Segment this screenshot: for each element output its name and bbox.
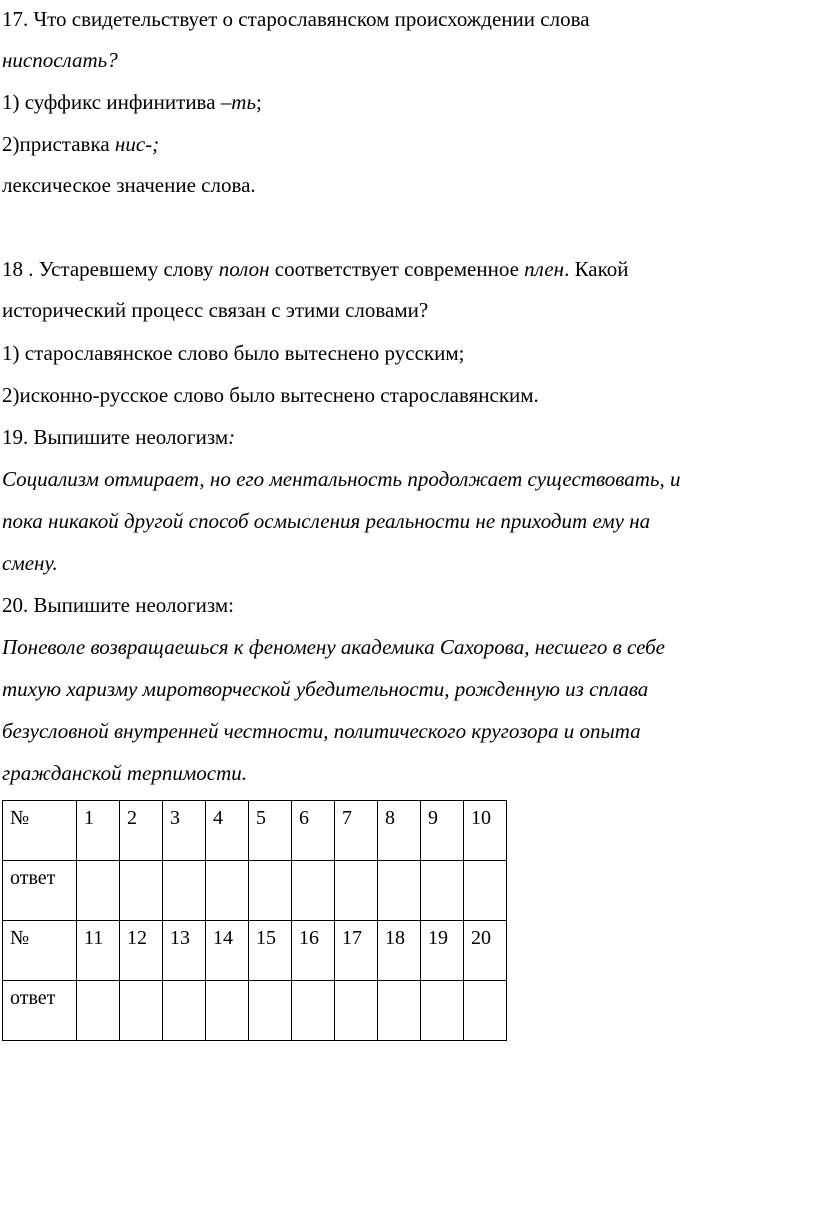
q18-text-a: 18 . Устаревшему слову: [2, 257, 219, 281]
answer-cell[interactable]: [421, 981, 464, 1041]
q17-option-1: [2, 89, 262, 115]
number-cell: 9: [421, 801, 464, 861]
number-cell: 11: [77, 921, 120, 981]
table-row-answers-1: [3, 861, 507, 921]
number-cell: 3: [163, 801, 206, 861]
q18-question-line2: исторический процесс связан с этими словами?: [2, 298, 429, 322]
answer-cell[interactable]: [249, 981, 292, 1041]
answer-cell[interactable]: [163, 981, 206, 1041]
answer-cell[interactable]: [378, 981, 421, 1041]
num-label-cell: №: [3, 801, 77, 861]
number-cell: 5: [249, 801, 292, 861]
q20-title: 20. Выпишите неологизм:: [2, 593, 234, 617]
answer-cell[interactable]: [120, 981, 163, 1041]
q17-option-3: лексическое значение слова.: [2, 173, 256, 197]
q17-option-2-text: 2)приставка: [2, 132, 115, 156]
number-cell: 15: [249, 921, 292, 981]
answer-cell[interactable]: [120, 861, 163, 921]
answer-cell[interactable]: [335, 861, 378, 921]
number-cell: 2: [120, 801, 163, 861]
table-row-answers-2: [3, 981, 507, 1041]
answer-label-cell: ответ: [3, 861, 77, 921]
q20-text-line-4: гражданской терпимости.: [2, 761, 247, 785]
number-cell: 12: [120, 921, 163, 981]
number-cell: 6: [292, 801, 335, 861]
q17-option-1-end: ;: [256, 90, 262, 114]
answer-label-cell: ответ: [3, 981, 77, 1041]
q20-text-line-3: безусловной внутренней честности, политического кругозора и опыта: [2, 719, 641, 743]
number-cell: 14: [206, 921, 249, 981]
answer-cell[interactable]: [163, 861, 206, 921]
answer-cell[interactable]: [292, 981, 335, 1041]
q17-question: 17. Что свидетельствует о старославянском происхождении слова: [2, 7, 590, 31]
answer-cell[interactable]: [292, 861, 335, 921]
q18-word-new: плен: [524, 257, 565, 281]
q19-text-line-3: смену.: [2, 551, 58, 575]
number-cell: 16: [292, 921, 335, 981]
answer-cell[interactable]: [206, 981, 249, 1041]
q18-option-1: 1) старославянское слово было вытеснено русским;: [2, 341, 465, 365]
q18-word-old: полон: [218, 257, 270, 281]
answer-cell[interactable]: [77, 981, 120, 1041]
answer-cell[interactable]: [249, 861, 292, 921]
number-cell: 13: [163, 921, 206, 981]
num-label-cell: №: [3, 921, 77, 981]
q17-word: ниспослать?: [2, 48, 118, 72]
q19-text-line-1: Социализм отмирает, но его ментальность продолжает существовать, и: [2, 467, 681, 491]
q18-question: [2, 256, 629, 282]
answer-cell[interactable]: [464, 861, 507, 921]
q17-option-1-suffix: –ть: [220, 90, 257, 114]
q19-title-text: 19. Выпишите неологизм: [2, 425, 229, 449]
answer-cell[interactable]: [77, 861, 120, 921]
q19-title-colon: :: [228, 425, 236, 449]
q18-text-e: . Какой: [564, 257, 629, 281]
q19-title: [2, 424, 235, 450]
number-cell: 8: [378, 801, 421, 861]
q20-text-line-1: Поневоле возвращаешься к феномену академика Сахорова, несшего в себе: [2, 635, 665, 659]
q17-option-1-text: 1) суффикс инфинитива: [2, 90, 221, 114]
table-row-numbers-2: [3, 921, 507, 981]
q19-text-line-2: пока никакой другой способ осмысления реальности не приходит ему на: [2, 509, 651, 533]
answer-cell[interactable]: [335, 981, 378, 1041]
answer-cell[interactable]: [378, 861, 421, 921]
q20-text-line-2: тихую харизму миротворческой убедительности, рожденную из сплава: [2, 677, 649, 701]
number-cell: 1: [77, 801, 120, 861]
q17-option-2-prefix: нис-;: [114, 132, 160, 156]
number-cell: 18: [378, 921, 421, 981]
number-cell: 20: [464, 921, 507, 981]
answer-cell[interactable]: [421, 861, 464, 921]
q17-option-2: [2, 131, 159, 157]
answer-table: [2, 800, 507, 1041]
number-cell: 10: [464, 801, 507, 861]
table-row-numbers-1: [3, 801, 507, 861]
answer-cell[interactable]: [206, 861, 249, 921]
answer-cell[interactable]: [464, 981, 507, 1041]
number-cell: 7: [335, 801, 378, 861]
number-cell: 4: [206, 801, 249, 861]
q18-option-2: 2)исконно-русское слово было вытеснено старославянским.: [2, 383, 539, 407]
number-cell: 19: [421, 921, 464, 981]
number-cell: 17: [335, 921, 378, 981]
q18-text-c: соответствует современное: [269, 257, 525, 281]
